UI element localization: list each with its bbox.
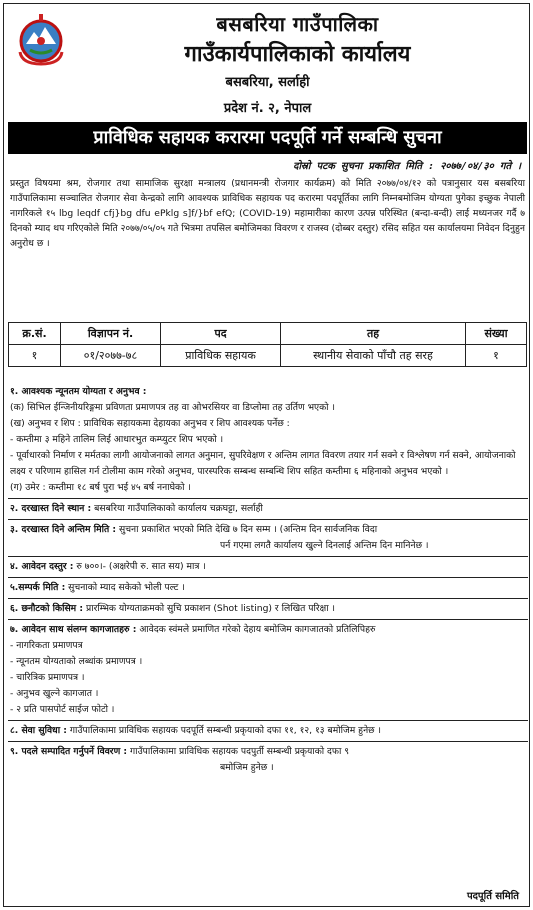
qualification-b2: - पूर्वाधारको निर्माण र मर्मतका लागी आयोजनाको लागत अनुमान, सुपरिवेक्षण र अन्तिम लागत विवरण तयार गर्न सक्ने र विश्लेषण गर्न सक्ने, आयोजनाको लक्ष्य र परिणाम हासिल गर्न टोलीमा काम गरेको अनुभव, पारस्परिक सम्बन्ध सम्बन्धि शिप सहित कम्तीमा ६ महिनाको अनुभव भएको । bbox=[10, 450, 516, 477]
section-3 bbox=[10, 522, 526, 538]
publish-date: दोस्रो पटक सुचना प्रकाशित मिति : २०७७/०४/३० गते । bbox=[293, 161, 521, 172]
divider bbox=[8, 519, 528, 520]
divider bbox=[8, 741, 528, 742]
table-header-cell: विज्ञापन नं. bbox=[61, 323, 161, 345]
divider bbox=[8, 498, 528, 499]
section-1-title: १. आवश्यक न्यूनतम योग्यता र अनुभव : bbox=[10, 386, 147, 397]
table-header-cell: पद bbox=[161, 323, 281, 345]
section-9-label: ९. पदले सम्पादित गर्नुपर्ने विवरण : bbox=[10, 746, 128, 757]
nepal-emblem-icon bbox=[12, 10, 70, 68]
document-list-item: - न्यूनतम योग्यताको लब्धांक प्रमाणपत्र । bbox=[10, 656, 143, 667]
document-list-item: - २ प्रति पासपोर्ट साईज फोटो । bbox=[10, 704, 115, 715]
table-cell: १ bbox=[466, 345, 527, 367]
divider bbox=[8, 577, 528, 578]
divider bbox=[8, 556, 528, 557]
section-6-text: प्रारम्भिक योग्यताक्रमको सुचि प्रकाशन (Shot listing) र लिखित परिक्षा । bbox=[83, 603, 335, 614]
section-2 bbox=[10, 501, 526, 517]
section-2-text: बसबरिया गाउँपालिकाको कार्यालय चक्रघट्टा, सर्लाही bbox=[91, 503, 263, 514]
table-cell: प्राविधिक सहायक bbox=[161, 345, 281, 367]
section-4 bbox=[10, 559, 526, 575]
letterhead bbox=[4, 4, 531, 120]
qualification-b: (ख) अनुभव र शिप : प्राविधिक सहायकमा देहायका अनुभव र शिप आवश्यक पर्नेछ : bbox=[10, 418, 290, 429]
section-7-text: आवेदक स्वंमले प्रमाणित गरेको देहाय बमोजिम कागजातको प्रतिलिपिहरु bbox=[136, 624, 376, 635]
section-2-label: २. दरखास्त दिने स्थान : bbox=[10, 503, 92, 514]
section-9 bbox=[10, 744, 526, 760]
divider bbox=[8, 619, 528, 620]
divider bbox=[8, 598, 528, 599]
province-line: प्रदेश नं. २, नेपाल bbox=[223, 101, 312, 116]
section-5-text: सुचनाको म्याद सकेको भोली पल्ट । bbox=[65, 582, 185, 593]
notice-sections bbox=[10, 384, 526, 776]
municipality-name: बसबरिया गाउँपालिका bbox=[216, 12, 379, 36]
table-row bbox=[9, 345, 527, 367]
office-address: बसबरिया, सर्लाही bbox=[225, 75, 310, 90]
table-cell: ०१/२०७७-७८ bbox=[61, 345, 161, 367]
section-5 bbox=[10, 580, 526, 596]
section-3-text: सुचना प्रकाशित भएको मिति देखि ७ दिन सम्म । (अन्तिम दिन सार्वजनिक विदा bbox=[116, 524, 378, 535]
section-5-label: ५.सम्पर्क मिति : bbox=[10, 582, 66, 593]
document-list-item: - चारित्रिक प्रमाणपत्र । bbox=[10, 672, 85, 683]
section-4-text: रु ७००।- (अक्षरेपी रु. सात सय) मात्र । bbox=[73, 561, 206, 572]
intro-paragraph: प्रस्तुत विषयमा श्रम, रोजगार तथा सामाजिक सुरक्षा मन्त्रालय (प्रधानमन्त्री रोजगार कार्यक्रम) को मिति २०७७/०४/१२ को पत्रानुसार यस बसबरिया गाउँपालिकामा सञ्चालित रोजगार सेवा केन्द्रको लागि आवश्यक प्राविधिक सहायक पद करारमा पदपूर्तिका लागि निम्नबमोजिम योग्यता पुगेका इच्छुक नेपाली नागरिकले १५ lbg leqdf cfj}bg dfu ePklg s]f/}bf efQ; (COVID-19) महामारीका कारण उत्पन्न परिस्थित (बन्दा-बन्दी) लाई मध्यनजर गर्दै ७ दिनको म्याद थप गरिएकोले मिति २०७७/०५/०५ गते भित्रमा तपसिल बमोजिमका विवरण र राजस्व (दोब्बर दस्तुर) रसिद सहित यस कार्यालयमा निवेदन दिनुहुन अनुरोध छ । bbox=[10, 178, 525, 249]
section-3-text-continued: पर्न गएमा लगतै कार्यालय खुल्ने दिनलाई अन्तिम दिन मानिनेछ । bbox=[220, 540, 429, 551]
notice-frame bbox=[3, 3, 530, 907]
section-8 bbox=[10, 723, 526, 739]
table-header-cell: तह bbox=[281, 323, 466, 345]
section-6-label: ६. छनौटको किसिम : bbox=[10, 603, 84, 614]
section-9-text-continued: बमोजिम हुनेछ । bbox=[220, 762, 274, 773]
office-name: गाउँकार्यपालिकाको कार्यालय bbox=[184, 42, 411, 67]
notice-title: प्राविधिक सहायक करारमा पदपूर्ति गर्ने सम्बन्धि सुचना bbox=[8, 122, 527, 154]
vacancy-table bbox=[8, 322, 527, 367]
table-cell: १ bbox=[9, 345, 61, 367]
section-7-label: ७. आवेदन साथ संलग्न कागजातहरु : bbox=[10, 624, 137, 635]
section-8-text: गाउँपालिकामा प्राविधिक सहायक पदपूर्ति सम्बन्धी प्रकृयाको दफा ११, १२, १३ बमोजिम हुनेछ । bbox=[66, 725, 382, 736]
section-7 bbox=[10, 622, 526, 638]
table-header-cell: क्र.सं. bbox=[9, 323, 61, 345]
document-list-item: - नागरिकता प्रमाणपत्र bbox=[10, 640, 83, 651]
section-4-label: ४. आवेदन दस्तुर : bbox=[10, 561, 74, 572]
qualification-c: (ग) उमेर : कम्तीमा १८ बर्ष पुरा भई ४५ बर्ष ननाघेको । bbox=[10, 482, 191, 493]
section-6 bbox=[10, 601, 526, 617]
divider bbox=[8, 720, 528, 721]
table-cell: स्थानीय सेवाको पाँचौ तह सरह bbox=[281, 345, 466, 367]
table-header-cell: संख्या bbox=[466, 323, 527, 345]
section-3-label: ३. दरखास्त दिने अन्तिम मिति : bbox=[10, 524, 117, 535]
qualification-b1: - कम्तीमा ३ महिने तालिम लिई आधारभुत कम्प्युटर शिप भएको । bbox=[10, 434, 224, 445]
section-9-text: गाउँपालिकामा प्राविधिक सहायक पदपुर्ती सम्बन्धी प्रकृयाको दफा ९ bbox=[127, 746, 350, 757]
section-8-label: ८. सेवा सुविधा : bbox=[10, 725, 67, 736]
document-list-item: - अनुभव खुल्ने कागजात । bbox=[10, 688, 99, 699]
qualification-a: (क) सिभिल ईन्जिनीयरिङ्गमा प्रविणता प्रमाणपत्र तह वा ओभरसियर वा डिप्लोमा तह उर्तिण भएको । bbox=[10, 402, 335, 413]
table-header-row bbox=[9, 323, 527, 345]
signature-committee: पदपूर्ति समिति bbox=[466, 891, 519, 902]
